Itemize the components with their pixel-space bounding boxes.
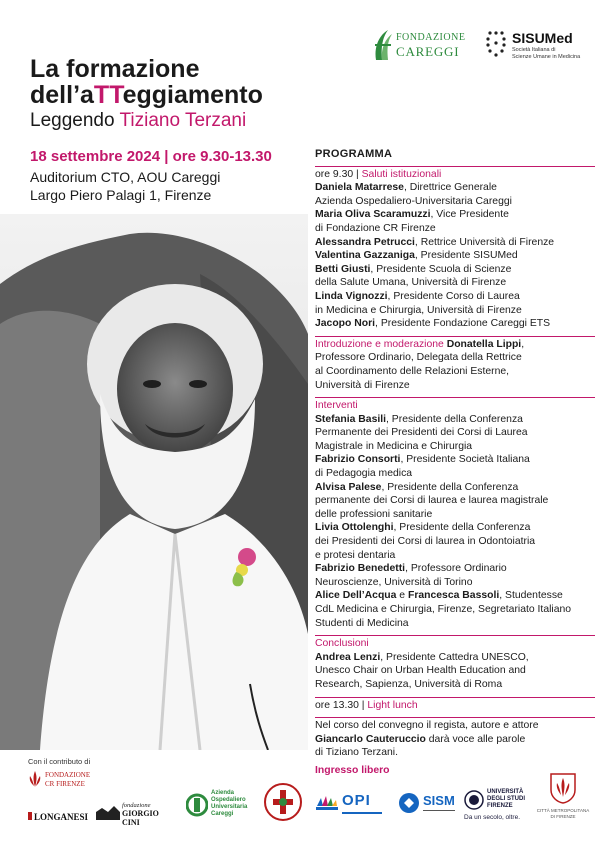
saluti-time: ore 9.30 | bbox=[315, 168, 362, 180]
subtitle-author: Tiziano Terzani bbox=[119, 110, 247, 131]
speaker-name: Fabrizio Benedetti bbox=[315, 563, 406, 575]
unifi-logo bbox=[464, 788, 534, 824]
careggi-label: CAREGGI bbox=[396, 44, 460, 59]
unifi-seal-icon bbox=[464, 790, 484, 810]
programma-panel bbox=[315, 148, 595, 778]
saluti-item bbox=[315, 208, 595, 222]
speaker-name: Maria Oliva Scaramuzzi bbox=[315, 209, 431, 221]
speaker-and: e bbox=[396, 590, 408, 602]
aou-line2: Ospedaliero bbox=[211, 797, 246, 803]
saluti-item bbox=[315, 249, 595, 263]
speaker-name: Andrea Lenzi bbox=[315, 651, 381, 663]
sism-rule bbox=[423, 810, 455, 811]
programma-heading: PROGRAMMA bbox=[315, 148, 393, 160]
conclusioni-label: Conclusioni bbox=[315, 638, 369, 650]
speaker-role-cont: Research, Sapienza, Università di Roma bbox=[315, 678, 503, 690]
speaker-role-cont: Permanente dei Presidenti dei Corsi di Laurea bbox=[315, 427, 528, 439]
saluti-item bbox=[315, 236, 595, 250]
event-title bbox=[30, 56, 263, 108]
speaker-name: Alessandra Petrucci bbox=[315, 236, 415, 248]
sism-mark-icon bbox=[398, 792, 420, 814]
saluti-section bbox=[315, 166, 595, 331]
interventi-label: Interventi bbox=[315, 400, 358, 412]
saluti-item bbox=[315, 317, 595, 331]
lily-icon bbox=[28, 770, 42, 788]
lunch-label: Light lunch bbox=[367, 699, 418, 711]
aou-line4: Careggi bbox=[211, 811, 234, 817]
opi-logo bbox=[316, 790, 386, 820]
speaker-role-cont: permanente dei Corsi di laurea e laurea magistrale bbox=[315, 495, 549, 507]
intro-section bbox=[315, 336, 595, 392]
speaker-role: , Presidente SISUMed bbox=[414, 250, 518, 262]
speaker-role: , Presidente Fondazione Careggi ETS bbox=[375, 318, 551, 330]
note-line: di Tiziano Terzani. bbox=[315, 747, 398, 759]
speaker-role: , Studentesse bbox=[499, 590, 563, 602]
note-line bbox=[315, 733, 595, 747]
intervento-item bbox=[315, 521, 595, 535]
speaker-role-cont: di Fondazione CR Firenze bbox=[315, 222, 436, 234]
note-line: Nel corso del convegno il regista, autore e attore bbox=[315, 720, 539, 732]
saluti-item bbox=[315, 290, 595, 304]
speaker-role-cont: e protesi dentaria bbox=[315, 549, 396, 561]
intervento-item bbox=[315, 589, 595, 603]
speaker-role-cont: CdL Medicina e Chirurgia, Firenze, Segretariato Italiano bbox=[315, 604, 572, 615]
cmf-line1: CITTÀ METROPOLITANA bbox=[536, 808, 590, 813]
note-rest: darà voce alle parole bbox=[425, 733, 526, 745]
conclusioni-item bbox=[315, 651, 595, 665]
portrait-photo bbox=[0, 214, 308, 750]
moderator-comma: , bbox=[521, 338, 525, 350]
event-subtitle bbox=[30, 110, 246, 132]
saluti-label: Saluti istituzionali bbox=[361, 168, 442, 180]
speaker-role-cont: Unesco Chair on Urban Health Education and bbox=[315, 665, 526, 677]
aou-careggi-logo bbox=[186, 790, 256, 820]
title-line2-a: dell’a bbox=[30, 81, 94, 109]
opi-hands-icon bbox=[316, 794, 338, 814]
speaker-role: , Presidente Società Italiana bbox=[400, 454, 530, 466]
unifi-line2: DEGLI STUDI bbox=[487, 796, 526, 802]
longanesi-icon bbox=[28, 812, 32, 820]
opi-rule bbox=[342, 812, 382, 814]
saluti-item bbox=[315, 263, 595, 277]
moderator-role: Professore Ordinario, Delegata della Rettrice bbox=[315, 352, 522, 364]
intervento-item bbox=[315, 562, 595, 576]
speaker-name: Alice Dell’Acqua bbox=[315, 590, 397, 602]
saluti-item bbox=[315, 181, 595, 195]
unifi-line3: FIRENZE bbox=[487, 803, 513, 809]
speaker-role: , Presidente Corso di Laurea bbox=[387, 290, 520, 302]
aou-mark-icon bbox=[186, 792, 208, 818]
note-section bbox=[315, 717, 595, 760]
citta-metropolitana-logo bbox=[536, 770, 590, 824]
speaker-role-cont: Azienda Ospedaliero-Universitaria Careggi bbox=[315, 195, 512, 207]
aou-line3: Universitaria bbox=[211, 804, 248, 810]
speaker-role-cont: in Medicina e Chirurgia, Università di Firenze bbox=[315, 304, 522, 316]
speaker-role-cont: delle professioni sanitarie bbox=[315, 508, 433, 520]
intro-label: Introduzione e moderazione bbox=[315, 338, 447, 350]
speaker-role: , Presidente Scuola di Scienze bbox=[370, 263, 512, 275]
fondazione-careggi-mark-icon bbox=[372, 28, 394, 62]
city-crest-icon bbox=[548, 770, 578, 804]
cini-line1: fondazione bbox=[122, 802, 151, 809]
longanesi-logo bbox=[28, 807, 88, 825]
sisumed-logo bbox=[486, 30, 596, 64]
speaker-role-cont: Studenti di Medicina bbox=[315, 617, 409, 629]
actor-name: Giancarlo Cauteruccio bbox=[315, 733, 426, 745]
portrait-image bbox=[0, 214, 308, 750]
speaker-role-cont: dei Presidenti dei Corsi di laurea in Odontoiatria bbox=[315, 536, 536, 548]
sisumed-name: SISUMed bbox=[512, 30, 573, 46]
medical-crest-logo bbox=[264, 782, 302, 827]
free-entry-label: Ingresso libero bbox=[315, 764, 390, 776]
sisumed-dots-icon bbox=[486, 30, 508, 58]
sisumed-line2: Scienze Umane in Medicina bbox=[512, 54, 581, 60]
intervento-item bbox=[315, 413, 595, 427]
speaker-role: , Presidente della Conferenza bbox=[381, 481, 519, 493]
speaker-role: , Presidente della Conferenza bbox=[393, 522, 531, 534]
speaker-role: , Presidente della Conferenza bbox=[386, 413, 523, 425]
moderator-name: Donatella Lippi bbox=[446, 338, 522, 350]
crest-icon bbox=[264, 782, 302, 822]
event-venue-line1: Auditorium CTO, AOU Careggi bbox=[30, 169, 221, 185]
fondazione-label: FONDAZIONE bbox=[396, 32, 466, 43]
saluti-header bbox=[315, 168, 595, 182]
speaker-name: Livia Ottolenghi bbox=[315, 522, 394, 534]
intro-header bbox=[315, 338, 595, 352]
speaker-role: , Presidente Cattedra UNESCO, bbox=[380, 651, 529, 663]
event-venue-line2: Largo Piero Palagi 1, Firenze bbox=[30, 187, 212, 203]
lunch-section bbox=[315, 697, 595, 713]
title-line1: La formazione bbox=[30, 55, 200, 83]
speaker-role: , Direttrice Generale bbox=[403, 182, 497, 194]
intervento-item bbox=[315, 453, 595, 467]
speaker-role: , Professore Ordinario bbox=[405, 563, 507, 575]
aou-line1: Azienda bbox=[211, 790, 235, 796]
giorgio-cini-logo bbox=[96, 800, 176, 827]
speaker-name: Alvisa Palese bbox=[315, 481, 382, 493]
longanesi-label: LONGANESI bbox=[34, 812, 89, 822]
speaker-name: Valentina Gazzaniga bbox=[315, 250, 415, 262]
event-date: 18 settembre 2024 | ore 9.30-13.30 bbox=[30, 148, 272, 165]
opi-label: OPI bbox=[342, 792, 371, 809]
speaker-role-cont: della Salute Umana, Università di Firenze bbox=[315, 277, 507, 289]
lunch-time: ore 13.30 | bbox=[315, 699, 368, 711]
fcr-line2: CR FIRENZE bbox=[45, 780, 85, 788]
subtitle-prefix: Leggendo bbox=[30, 110, 120, 131]
title-line2 bbox=[30, 82, 263, 108]
fcr-line1: FONDAZIONE bbox=[45, 771, 91, 779]
speaker-name: Linda Vignozzi bbox=[315, 290, 388, 302]
moderator-role: Università di Firenze bbox=[315, 379, 410, 391]
unifi-motto: Da un secolo, oltre. bbox=[464, 814, 521, 821]
interventi-section bbox=[315, 397, 595, 630]
sisumed-line1: Società Italiana di bbox=[512, 47, 556, 53]
cini-building-icon bbox=[96, 804, 120, 820]
cmf-line2: DI FIRENZE bbox=[550, 814, 576, 819]
speaker-name: Daniela Matarrese bbox=[315, 182, 404, 194]
sponsors-heading: Con il contributo di bbox=[28, 757, 91, 766]
sism-label: SISM bbox=[423, 793, 455, 808]
unifi-line1: UNIVERSITÀ bbox=[487, 789, 524, 795]
speaker-name: Jacopo Nori bbox=[315, 318, 376, 330]
sism-logo bbox=[398, 790, 458, 820]
cini-line2: GIORGIO CINI bbox=[122, 809, 159, 827]
moderator-role: al Coordinamento delle Relazioni Esterne, bbox=[315, 365, 510, 377]
speaker-name: Stefania Basili bbox=[315, 413, 387, 425]
conclusioni-section bbox=[315, 635, 595, 691]
speaker-role-cont: Neuroscienze, Università di Torino bbox=[315, 576, 473, 588]
speaker-name: Fabrizio Consorti bbox=[315, 454, 401, 466]
speaker-name: Betti Giusti bbox=[315, 263, 371, 275]
speaker-role-cont: di Pedagogia medica bbox=[315, 468, 413, 480]
speaker-role: , Vice Presidente bbox=[430, 209, 509, 221]
intervento-item bbox=[315, 481, 595, 495]
fondazione-cr-firenze-logo bbox=[28, 768, 108, 790]
title-line2-c: eggiamento bbox=[122, 81, 263, 109]
fondazione-careggi-logo bbox=[372, 28, 472, 64]
speaker-role-cont: Magistrale in Medicina e Chirurgia bbox=[315, 440, 473, 452]
title-line2-tt: TT bbox=[93, 81, 123, 109]
speaker-role: , Rettrice Università di Firenze bbox=[414, 236, 555, 248]
speaker-name: Francesca Bassoli bbox=[407, 590, 500, 602]
